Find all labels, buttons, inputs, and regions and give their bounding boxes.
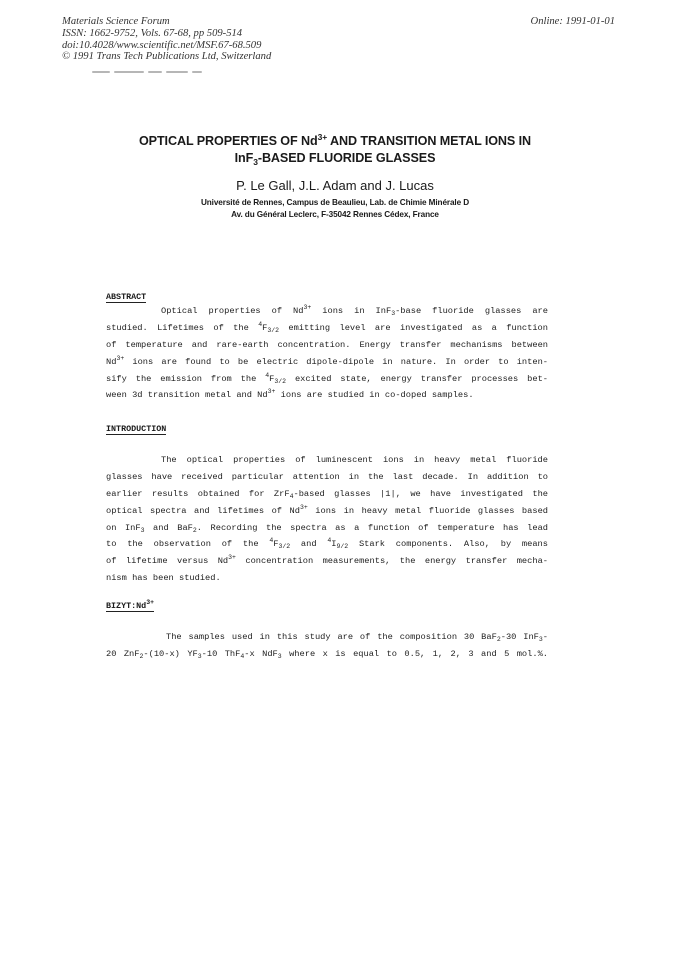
text-line: earlier results obtained for ZrF$_4$-based glasses |1|, we have investigated the [106,488,548,500]
journal-name: Materials Science Forum [62,16,170,27]
text-line: $Nd^{3+}$ ions are found to be electric dipole-dipole in nature. In order to inten- [106,354,548,367]
text-line: optical spectra and lifetimes of $Nd^{3+}$ ions in heavy metal fluoride glasses based [106,503,548,516]
scan-artifact [92,71,202,75]
introduction-body [106,452,548,587]
author-list: P. Le Gall, J.L. Adam and J. Lucas [236,178,434,193]
text-line: The optical properties of luminescent ions in heavy metal fluoride [161,455,548,465]
running-header [62,16,271,63]
introduction-heading: INTRODUCTION [106,424,167,434]
bizyt-heading: $BIZYT:Nd^{3+}$ [106,599,155,611]
copyright-line: © 1991 Trans Tech Publications Ltd, Switzerland [62,51,272,63]
text-line: 20 ZnF$_2$-(10-x) $YF_3-10$ ThF$_4$-x NdF$_3$ where x is equal to 0.5, 1, 2, 3 and 5 mol.%. [106,648,548,660]
affiliation-line: Av. du Général Leclerc, F-35042 Rennes Cédex, France [231,209,439,219]
text-line: of temperature and rare-earth concentration. Energy transfer mechanisms between [106,339,548,350]
text-line: on InF$_3$ and BaF$_2$. Recording the spectra as a function of temperature has lead [106,522,549,534]
text-line: ween 3d transition metal and $Nd^{3+}$ ions are studied in co-doped samples. [106,388,474,401]
doi-line: doi:10.4028/www.scientific.net/MSF.67-68.509 [62,39,262,51]
text-line: sify the emission from the $^4F_{3/2}$ excited state, energy transfer processes bet- [106,371,548,385]
abstract-body [106,303,548,404]
issn-line: ISSN: 1662-9752, Vols. 67-68, pp 509-514 [62,27,243,39]
online-date: Online: 1991-01-01 [530,16,615,27]
text-line: Optical properties of $Nd^{3+}$ ions in InF$_3$-base fluoride glasses are [161,304,548,317]
text-line: The samples used in this study are of the composition 30 BaF$_2$-30 InF$_3$- [166,632,548,643]
text-line: glasses have received particular attention in the last decade. In addition to [106,471,548,482]
text-line: of lifetime versus $Nd^{3+}$ concentration measurements, the energy transfer mecha- [106,554,548,567]
paper-title [60,133,610,167]
abstract-heading: ABSTRACT [106,292,147,302]
text-line: to the observation of the $^4F_{3/2}$ and $^4I_{9/2}$ Stark components. Also, by means [106,537,548,551]
title-line-2: InF$_3$-BASED FLUORIDE GLASSES [234,151,436,167]
title-line-1: OPTICAL PROPERTIES OF $Nd^{3+}$ AND TRANSITION METAL IONS IN [138,132,532,148]
text-line: nism has been studied. [106,573,221,584]
bizyt-body [106,629,548,663]
text-line: studied. Lifetimes of the $^4F_{3/2}$ emitting level are investigated as a function [106,320,548,334]
affiliation-line: Université de Rennes, Campus de Beaulieu, Lab. de Chimie Minérale D [200,198,470,207]
affiliation [60,197,610,220]
